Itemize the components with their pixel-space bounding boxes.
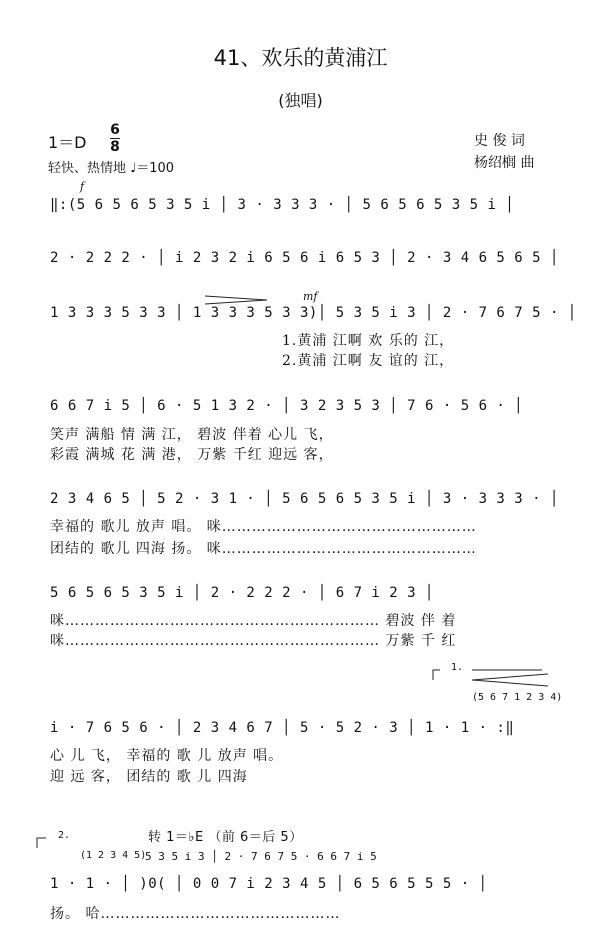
- lyric-line-5a: 幸福的 歌儿 放声 唱。 咪……………………………………………: [50, 519, 477, 535]
- lyric-line-6b: 咪……………………………………………………… 万紫 千 红: [50, 633, 457, 649]
- composer-credit: 杨绍榈 曲: [474, 155, 535, 171]
- score-line-3: 1 3 3 3 5 3 3 │ 1 3 3 3 5 3 3)│ 5 3 5 i 3 │ 2 · 7 6 7 5 · │: [50, 305, 577, 321]
- volta-1-label: 1.: [451, 662, 464, 673]
- lyric-line-8: 扬。 哈…………………………………………: [50, 906, 341, 922]
- score-line-7: i · 7 6 5 6 · │ 2 3 4 6 7 │ 5 · 5 2 · 3 │ 1 · 1 · :‖: [50, 720, 515, 736]
- meter-bottom: 8: [110, 139, 120, 155]
- grace-notes-1: (5 6 7 1 2 3 4): [472, 692, 563, 703]
- time-signature: [110, 123, 120, 154]
- page-subtitle: (独唱): [278, 91, 323, 110]
- volta-2-bracket: [36, 833, 56, 847]
- lyric-line-3b: 2.黄浦 江啊 友 谊的 江，: [282, 353, 455, 369]
- diminuendo-hairpin: [205, 290, 267, 300]
- key-label: 1＝D: [48, 133, 87, 152]
- key-signature: [48, 130, 87, 153]
- score-line-2: 2 · 2 2 2 · │ i 2 3 2 i 6 5 6 i 6 5 3 │ 2 · 3 4 6 5 6 5 │: [50, 250, 559, 266]
- score-line-1: ‖:(5 6 5 6 5 3 5 i │ 3 · 3 3 3 · │ 5 6 5 6 5 3 5 i │: [50, 197, 515, 213]
- lyric-line-4b: 彩霞 满城 花 满 港， 万紫 千红 迎远 客，: [50, 447, 334, 463]
- grace-notes-2: (1 2 3 4 5): [80, 850, 147, 861]
- meter-top: 6: [110, 122, 120, 138]
- score-line-4: 6 6 7 i 5 │ 6 · 5 1 3 2 · │ 3 2 3 5 3 │ 7 6 · 5 6 · │: [50, 398, 524, 414]
- lyric-line-4a: 笑声 满船 情 满 江， 碧波 伴着 心儿 飞，: [50, 427, 334, 443]
- tempo-marking: 轻快、热情地 ♩＝100: [48, 161, 175, 176]
- small-staff-line: 5 3 5 i 3 │ 2 · 7 6 7 5 · 6 6 7 i 5: [145, 850, 377, 863]
- score-line-5: 2 3 4 6 5 │ 5 2 · 3 1 · │ 5 6 5 6 5 3 5 i │ 3 · 3 3 3 · │: [50, 491, 559, 507]
- modulation-note: 转 1＝♭E （前 6＝后 5）: [148, 830, 303, 845]
- score-line-6: 5 6 5 6 5 3 5 i │ 2 · 2 2 2 · │ 6 7 i 2 3 │: [50, 585, 434, 601]
- lyric-line-6a: 咪……………………………………………………… 碧波 伴 着: [50, 613, 457, 629]
- crescendo-hairpin: [470, 672, 548, 688]
- lyric-line-5b: 团结的 歌儿 四海 扬。 咪……………………………………………: [50, 541, 477, 557]
- lyric-line-7a: 心 儿 飞， 幸福的 歌 儿 放声 唱。: [50, 748, 284, 764]
- dynamic-mf: mf: [303, 290, 318, 303]
- lyricist-credit: 史 俊 词: [474, 133, 525, 149]
- page-title: 41、欢乐的黄浦江: [213, 46, 388, 70]
- dynamic-f: f: [80, 180, 85, 193]
- score-line-8: 1 · 1 · │ )0( │ 0 0 7 i 2 3 4 5 │ 6 5 6 5 5 5 · │: [50, 876, 488, 892]
- volta-2-label: 2.: [58, 830, 71, 841]
- lyric-line-3a: 1.黄浦 江啊 欢 乐的 江，: [282, 333, 455, 349]
- lyric-line-7b: 迎 远 客， 团结的 歌 儿 四海: [50, 769, 248, 785]
